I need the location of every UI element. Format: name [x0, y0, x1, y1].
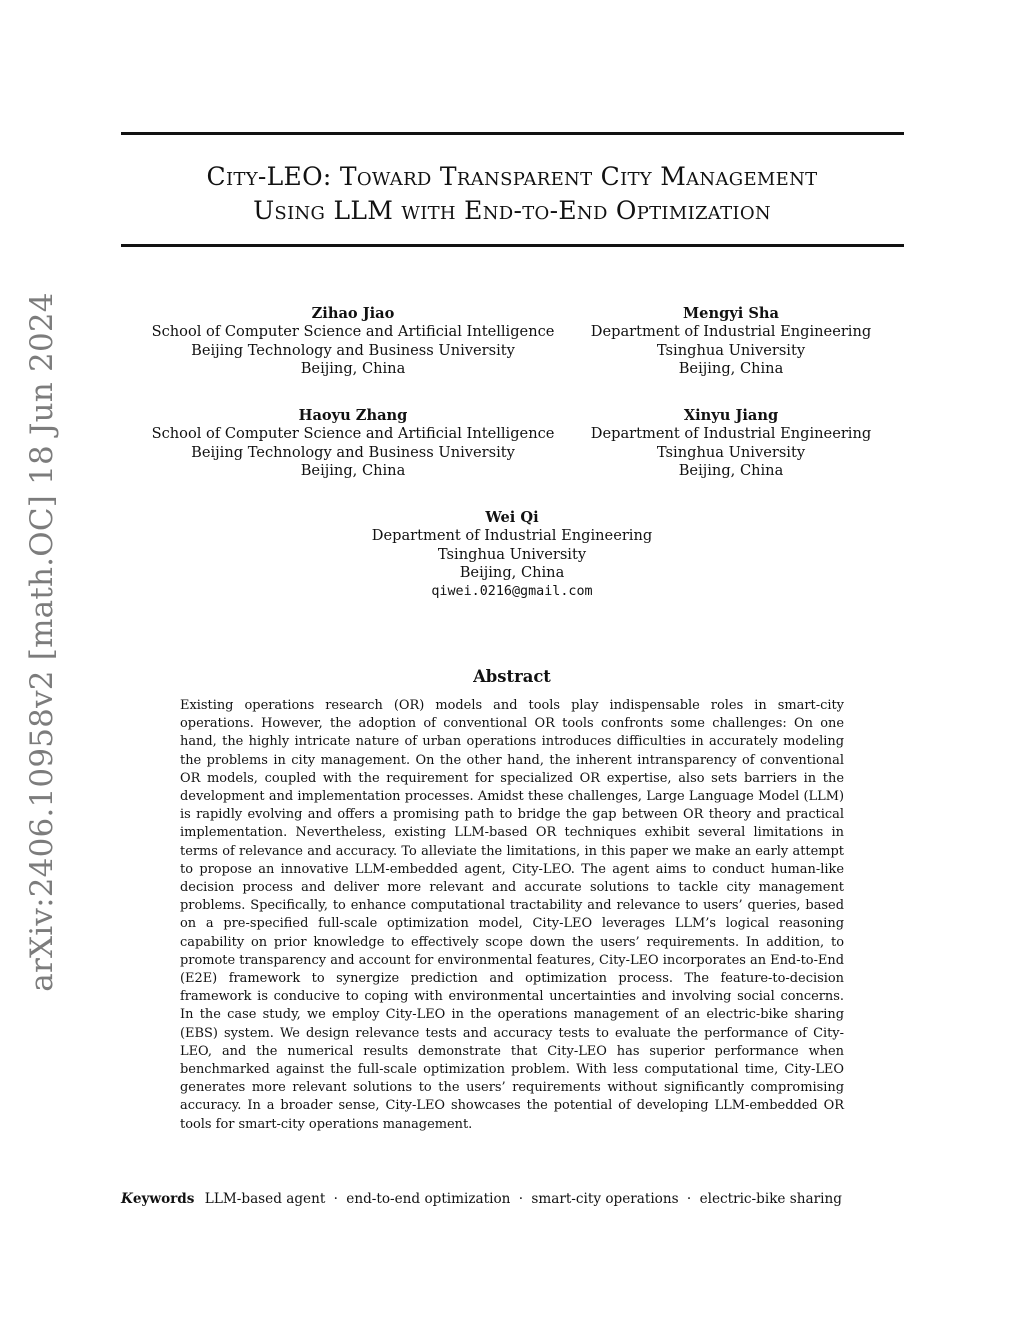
- title-bottom-rule: [121, 244, 904, 247]
- author-affiliation-institution: Tsinghua University: [656, 341, 806, 359]
- keyword-item: electric-bike sharing: [699, 1191, 842, 1207]
- author-block-zihao-jiao: [133, 305, 573, 379]
- author-affiliation-institution: Tsinghua University: [656, 443, 806, 461]
- author-affiliation-location: Beijing, China: [300, 360, 406, 378]
- abstract-text: Existing operations research (OR) models and tools play indispensable roles in smart-city operations. However, the adoption of conventional OR tools confronts some challenges: On one hand, the highly intricate nature of urban operations introduces difficulties in accurately modeling the problems in city management. On the other hand, the inherent intransparency of conventional OR models, coupled with the requirement for specialized OR expertise, also sets barriers in the development and implementation processes. Amidst these challenges, Large Language Model (LLM) is rapidly evolving and offers a promising path to bridge the gap between OR theory and practical implementation. Nevertheless, existing LLM-based OR techniques exhibit several limitations in terms of relevance and accuracy. To alleviate the limitations, in this paper we make an early attempt to propose an innovative LLM-embedded agent, City-LEO. The agent aims to conduct human-like decision process and deliver more relevant and accurate solutions to tackle city management problems. Specifically, to enhance computational tractability and relevance to users’ queries, based on a pre-specified full-scale optimization model, City-LEO leverages LLM’s logical reasoning capability on prior knowledge to effectively scope down the users’ requirements. In addition, to promote transparency and account for environmental features, City-LEO incorporates an End-to-End (E2E) framework to synergize prediction and optimization process. The feature-to-decision framework is conducive to coping with environmental uncertainties and involving social concerns. In the case study, we employ City-LEO in the operations management of an electric-bike sharing (EBS) system. We design relevance tests and accuracy tests to evaluate the performance of City-LEO, and the numerical results demonstrate that City-LEO has superior performance when benchmarked against the full-scale optimization problem. With less computational time, City-LEO generates more relevant solutions to the users’ requirements without significantly compromising accuracy. In a broader sense, City-LEO showcases the potential of developing LLM-embedded OR tools for smart-city operations management.: [180, 698, 844, 1132]
- author-block-xinyu-jiang: [571, 407, 891, 481]
- keyword-separator: ·: [518, 1191, 524, 1207]
- abstract-heading: Abstract: [473, 667, 551, 686]
- arxiv-identifier: arXiv:2406.10958v2 [math.OC] 18 Jun 2024: [24, 292, 60, 992]
- author-name: Haoyu Zhang: [298, 407, 408, 424]
- author-affiliation-department: School of Computer Science and Artificial Intelligence: [151, 323, 555, 341]
- keywords-label-rest: eywords: [132, 1191, 195, 1207]
- author-name: Mengyi Sha: [683, 305, 779, 322]
- author-affiliation-location: Beijing, China: [459, 564, 565, 582]
- author-block-mengyi-sha: [571, 305, 891, 379]
- keyword-item: end-to-end optimization: [346, 1191, 511, 1207]
- title-line-2: Using LLM with End-to-End Optimization: [253, 196, 771, 225]
- author-name: Wei Qi: [485, 509, 539, 526]
- title-top-rule: [121, 132, 904, 135]
- author-block-wei-qi: [312, 509, 712, 601]
- author-name: Zihao Jiao: [311, 305, 395, 322]
- paper-title: [100, 160, 924, 228]
- author-affiliation-institution: Beijing Technology and Business University: [191, 443, 515, 461]
- title-line-1: City-LEO: Toward Transparent City Management: [206, 162, 818, 191]
- keyword-item: LLM-based agent: [204, 1191, 326, 1207]
- keyword-separator: ·: [686, 1191, 692, 1207]
- author-affiliation-location: Beijing, China: [300, 462, 406, 480]
- keyword-item: smart-city operations: [531, 1191, 679, 1207]
- author-email[interactable]: qiwei.0216@gmail.com: [431, 583, 593, 599]
- author-name: Xinyu Jiang: [683, 407, 779, 424]
- author-affiliation-department: Department of Industrial Engineering: [371, 527, 653, 545]
- author-affiliation-institution: Beijing Technology and Business University: [191, 341, 515, 359]
- author-affiliation-department: Department of Industrial Engineering: [590, 323, 872, 341]
- author-affiliation-department: School of Computer Science and Artificial Intelligence: [151, 425, 555, 443]
- author-affiliation-location: Beijing, China: [678, 360, 784, 378]
- keyword-separator: ·: [333, 1191, 338, 1207]
- keywords-label-initial: K: [121, 1191, 133, 1207]
- author-affiliation-department: Department of Industrial Engineering: [590, 425, 872, 443]
- author-affiliation-location: Beijing, China: [678, 462, 784, 480]
- author-block-haoyu-zhang: [133, 407, 573, 481]
- keywords-line: [121, 1190, 904, 1208]
- keywords-label: [121, 1191, 194, 1207]
- author-affiliation-institution: Tsinghua University: [437, 545, 587, 563]
